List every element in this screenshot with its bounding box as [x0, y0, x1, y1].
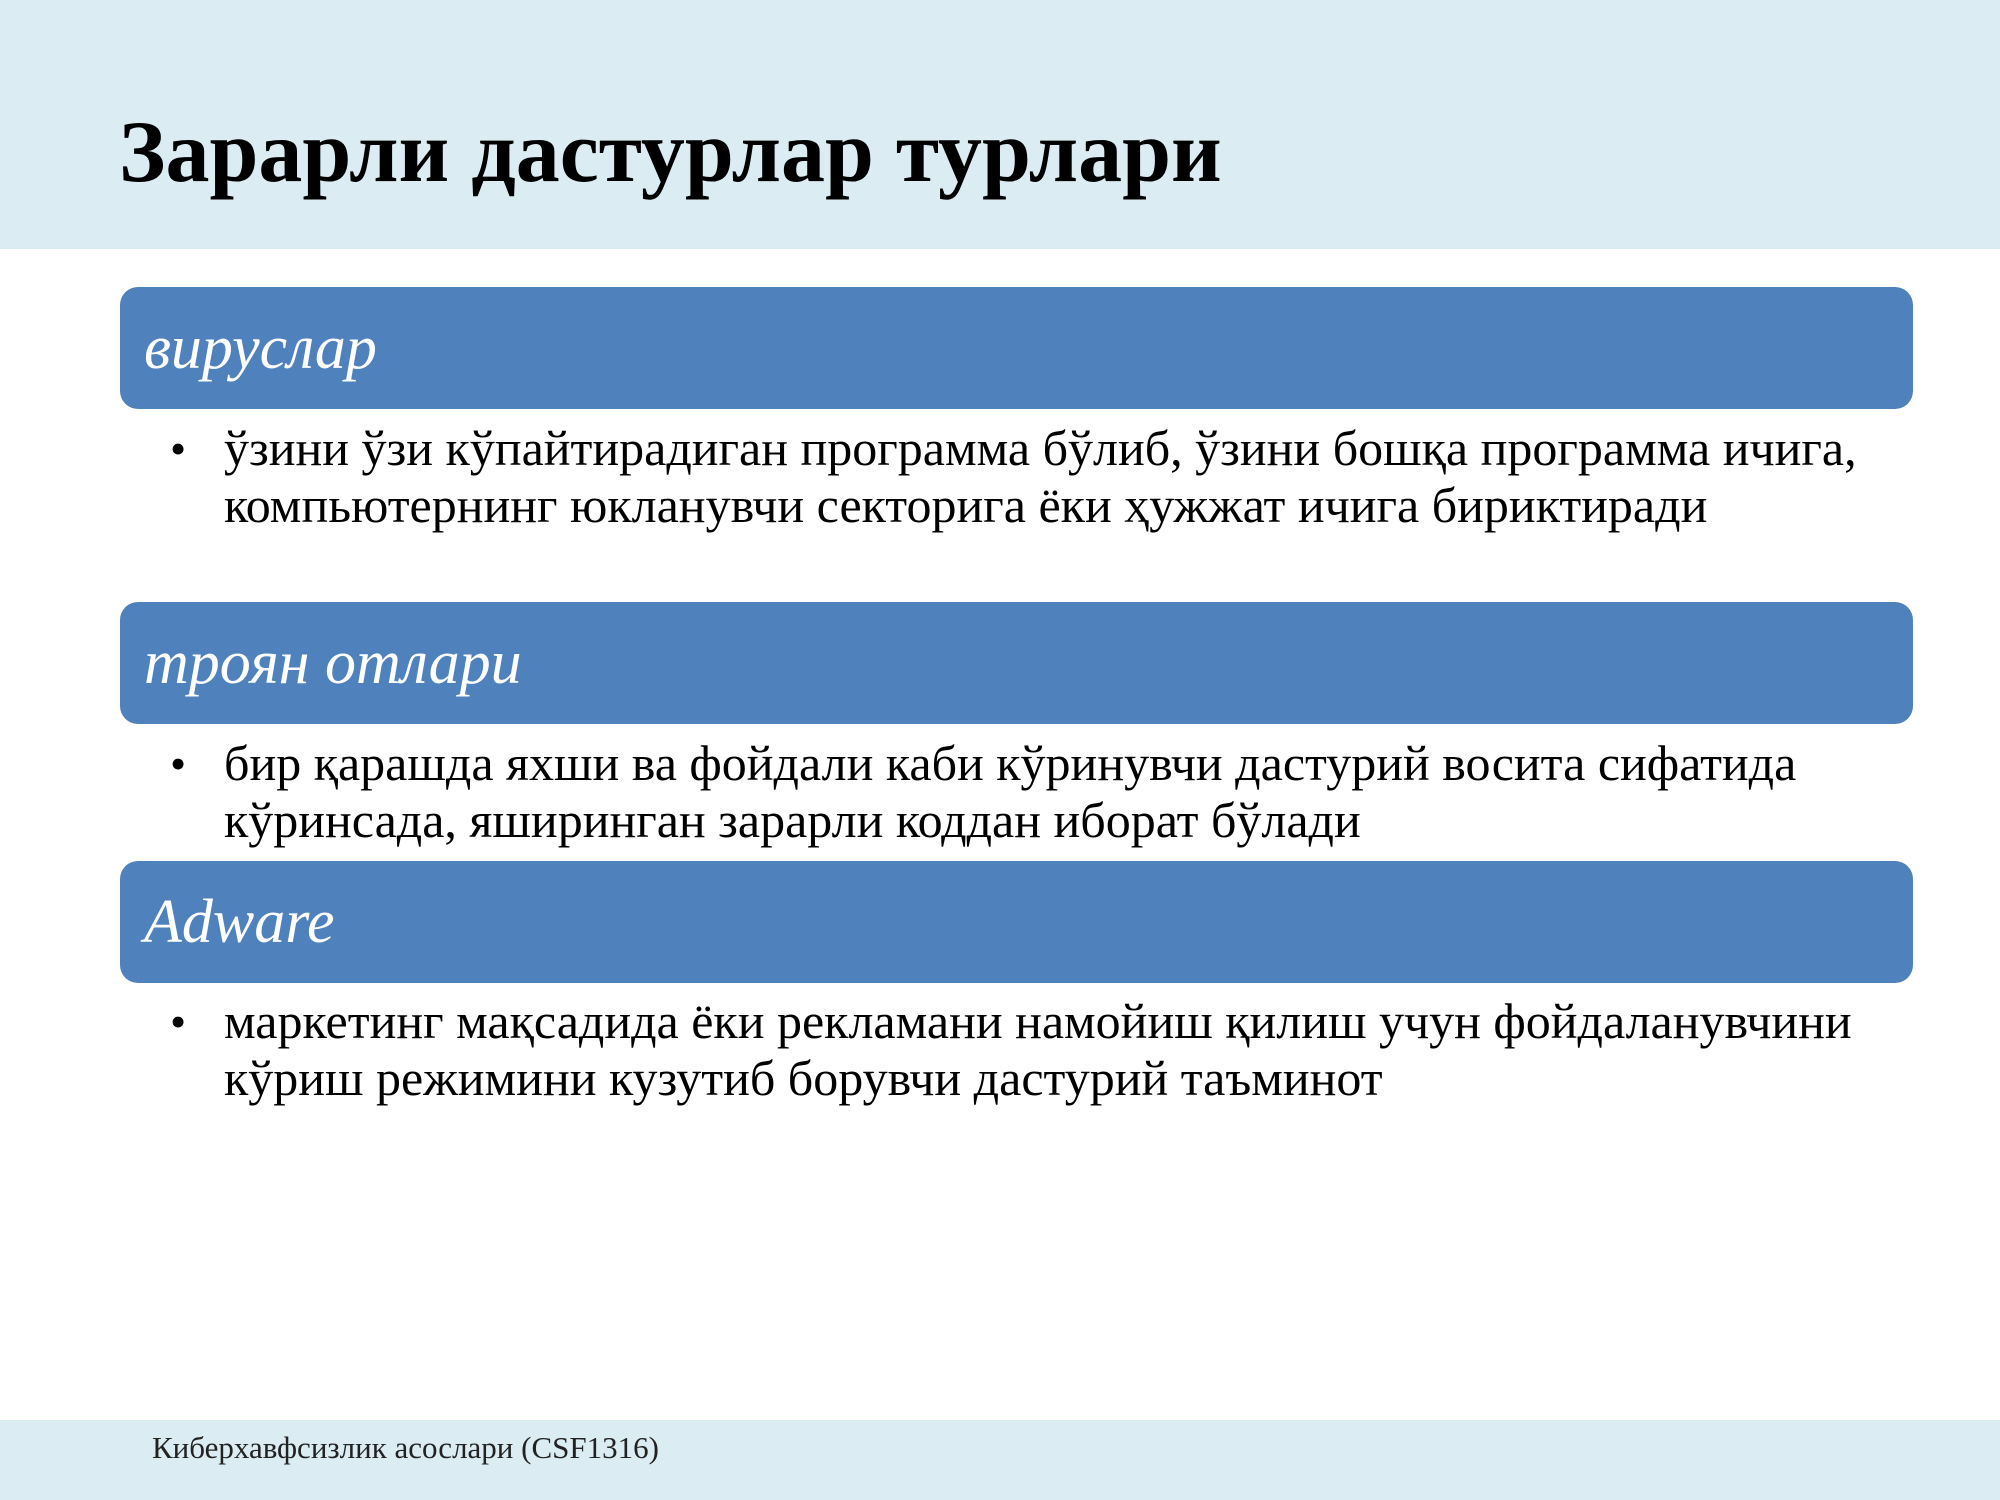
description-adware	[170, 993, 1910, 1107]
bullet-item	[170, 993, 1910, 1107]
description-viruses	[170, 420, 1910, 534]
bullet-marker: •	[170, 996, 187, 1047]
category-label-viruses: вируслар	[144, 314, 377, 382]
footer-course-name: Киберхавфсизлик асослари (CSF1316)	[152, 1430, 659, 1465]
bullet-item	[170, 735, 1910, 849]
description-text: ўзини ўзи кўпайтирадиган программа бўлиб, ўзини бошқа программа ичига, компьютернинг юкланувчи секторига ёки ҳужжат ичига бириктиради	[224, 420, 1857, 533]
category-bar-adware	[120, 861, 1913, 983]
slide-title: Зарарли дастурлар турлари	[119, 104, 1222, 201]
bullet-item	[170, 420, 1910, 534]
bullet-marker: •	[170, 423, 187, 474]
category-label-trojans: троян отлари	[144, 629, 522, 697]
description-trojans	[170, 735, 1910, 849]
bullet-marker: •	[170, 738, 187, 789]
description-text: маркетинг мақсадида ёки рекламани намойиш қилиш учун фойдаланувчини кўриш режимини кузутиб борувчи дастурий таъминот	[224, 993, 1852, 1106]
description-text: бир қарашда яхши ва фойдали каби кўринувчи дастурий восита сифатида кўринсада, яширинган зарарли коддан иборат бўлади	[224, 735, 1797, 848]
category-label-adware: Adware	[144, 888, 335, 956]
category-bar-viruses	[120, 287, 1913, 409]
category-bar-trojans	[120, 602, 1913, 724]
